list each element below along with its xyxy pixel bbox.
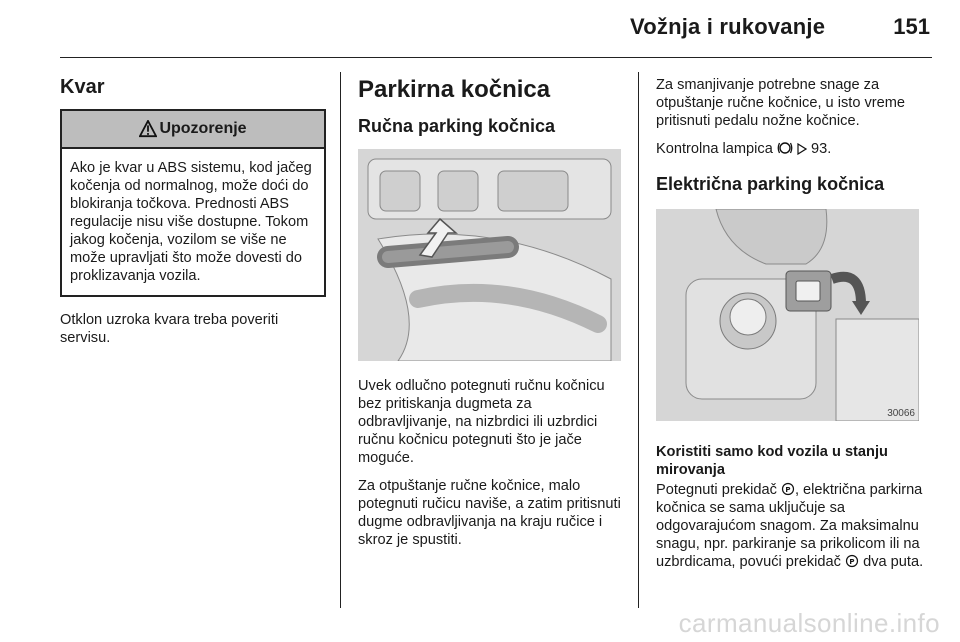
page-section-title: Vožnja i rukovanje <box>630 14 826 39</box>
electric-text-c: dva puta. <box>863 554 924 570</box>
column-divider-1 <box>340 72 341 608</box>
hand-brake-drawing <box>358 149 621 361</box>
column-3 <box>656 76 926 571</box>
watermark: carmanualsonline.info <box>678 608 940 638</box>
paragraph-release-brake: Za otpuštanje ručne kočnice, malo potegnuti ručicu naviše, a zatim pritisnuti dugme odbravljivanja na kraju ručice i skroz je spustiti. <box>358 478 621 548</box>
paragraph-control-lamp <box>656 140 926 158</box>
brake-lamp-icon <box>777 141 793 155</box>
page-ref-icon <box>797 143 807 155</box>
column-divider-2 <box>638 72 639 608</box>
hand-brake-illustration <box>358 149 621 361</box>
heading-parking-brake: Parkirna kočnica <box>358 76 551 103</box>
page-number: 151 <box>893 14 930 39</box>
lead-stationary-only: Koristiti samo kod vozila u stanju mirovanja <box>656 444 888 478</box>
paragraph-reduce-force: Za smanjivanje potrebne snage za otpuštanje ručne kočnice, u isto vreme pritisnuti pedalu nožne kočnice. <box>656 77 906 129</box>
warning-text: Ako je kvar u ABS sistemu, kod jačeg kočenja od normalnog, može doći do blokiranja točkova. Prednosti ABS regulacije nisu više dostupne. Tokom jakog kočenja, vozilom se više ne može upravljati što može dovesti do proklizavanja vozila. <box>70 160 312 284</box>
header-divider <box>60 57 932 58</box>
electric-text-a: Potegnuti prekidač <box>656 482 777 498</box>
electric-brake-drawing <box>656 209 919 421</box>
electric-text-b: , električna parkirna kočnica se sama uključuje sa odgovarajućom snagom. Za maksimalnu snagu, npr. parkiranje sa prikolicom ili na uzbrdicama, povući prekidač <box>656 482 923 570</box>
subheading-hand-brake: Ručna parking kočnica <box>358 116 556 136</box>
parking-switch-icon <box>781 482 795 496</box>
column-1 <box>60 76 326 347</box>
paragraph-service: Otklon uzroka kvara treba poveriti servisu. <box>60 312 279 346</box>
warning-header <box>62 111 324 149</box>
heading-electric-brake: Električna parking kočnica <box>656 174 885 194</box>
paragraph-electric-operation <box>656 481 926 571</box>
electric-brake-illustration <box>656 209 919 421</box>
svg-text:P: P <box>849 558 855 566</box>
svg-text:P: P <box>785 486 791 494</box>
warning-box <box>60 109 326 297</box>
warning-title: Upozorenje <box>159 120 247 137</box>
parking-switch-icon-2 <box>845 554 859 568</box>
figure-number: 30066 <box>887 408 915 419</box>
warning-icon <box>139 120 157 138</box>
paragraph-apply-brake: Uvek odlučno potegnuti ručnu kočnicu bez pritiskanja dugmeta za odbravljivanje, na nizbrdici ili uzbrdici ručnu kočnicu potegnuti što je jače moguće. <box>358 378 605 466</box>
lamp-page-ref: 93. <box>811 141 832 157</box>
lamp-text: Kontrolna lampica <box>656 141 773 157</box>
column-2 <box>358 76 623 549</box>
heading-kvar: Kvar <box>60 76 105 98</box>
